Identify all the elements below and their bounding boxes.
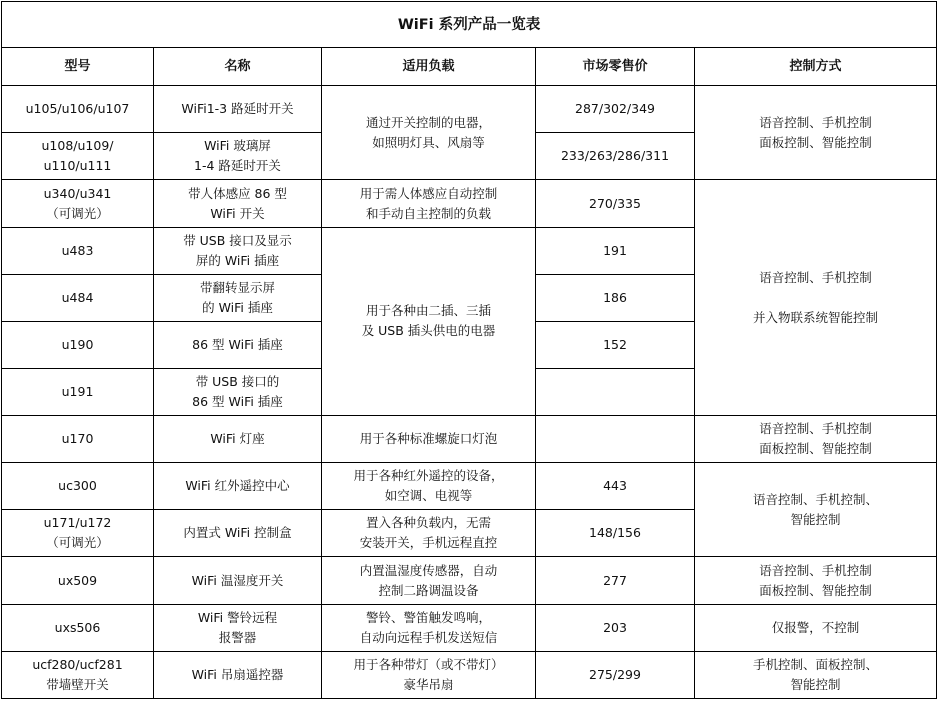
table-row <box>2 604 937 651</box>
name-cell: 86 型 WiFi 插座 <box>154 321 322 368</box>
load-cell: 置入各种负载内，无需 安装开关，手机远程直控 <box>322 510 536 557</box>
model-cell: u108/u109/ u110/u111 <box>2 133 154 180</box>
name-cell: WiFi 温湿度开关 <box>154 557 322 604</box>
load-cell: 用于各种由二插、三插 及 USB 插头供电的电器 <box>322 227 536 416</box>
header-name: 名称 <box>154 48 322 86</box>
price-cell <box>536 416 695 463</box>
model-cell: u340/u341 （可调光） <box>2 180 154 227</box>
price-cell: 148/156 <box>536 510 695 557</box>
control-cell: 语音控制、手机控制 面板控制、智能控制 <box>695 416 937 463</box>
control-cell: 手机控制、面板控制、 智能控制 <box>695 651 937 698</box>
price-cell: 270/335 <box>536 180 695 227</box>
load-cell: 通过开关控制的电器， 如照明灯具、风扇等 <box>322 86 536 180</box>
model-cell: u105/u106/u107 <box>2 86 154 133</box>
product-table <box>1 1 937 699</box>
price-cell: 233/263/286/311 <box>536 133 695 180</box>
table-row <box>2 651 937 698</box>
model-cell: u190 <box>2 321 154 368</box>
load-cell: 用于需人体感应自动控制 和手动自主控制的负载 <box>322 180 536 227</box>
price-cell: 152 <box>536 321 695 368</box>
table-title: WiFi 系列产品一览表 <box>2 2 937 48</box>
control-cell: 语音控制、手机控制 面板控制、智能控制 <box>695 557 937 604</box>
load-cell: 用于各种带灯（或不带灯） 豪华吊扇 <box>322 651 536 698</box>
control-cell: 语音控制、手机控制 面板控制、智能控制 <box>695 86 937 180</box>
table-row <box>2 180 937 227</box>
model-cell: ucf280/ucf281 带墙壁开关 <box>2 651 154 698</box>
price-cell: 287/302/349 <box>536 86 695 133</box>
price-cell: 191 <box>536 227 695 274</box>
table-row <box>2 86 937 133</box>
name-cell: WiFi 吊扇遥控器 <box>154 651 322 698</box>
model-cell: u484 <box>2 274 154 321</box>
name-cell: 内置式 WiFi 控制盒 <box>154 510 322 557</box>
model-cell: u171/u172 （可调光） <box>2 510 154 557</box>
name-cell: WiFi 红外遥控中心 <box>154 463 322 510</box>
name-cell: WiFi1-3 路延时开关 <box>154 86 322 133</box>
name-cell: WiFi 玻璃屏 1-4 路延时开关 <box>154 133 322 180</box>
price-cell: 277 <box>536 557 695 604</box>
model-cell: uxs506 <box>2 604 154 651</box>
load-cell: 用于各种红外遥控的设备， 如空调、电视等 <box>322 463 536 510</box>
header-control: 控制方式 <box>695 48 937 86</box>
price-cell: 443 <box>536 463 695 510</box>
table-row <box>2 416 937 463</box>
header-model: 型号 <box>2 48 154 86</box>
model-cell: u170 <box>2 416 154 463</box>
model-cell: uc300 <box>2 463 154 510</box>
header-load: 适用负载 <box>322 48 536 86</box>
model-cell: u483 <box>2 227 154 274</box>
name-cell: 带翻转显示屏 的 WiFi 插座 <box>154 274 322 321</box>
name-cell: 带 USB 接口及显示 屏的 WiFi 插座 <box>154 227 322 274</box>
header-price: 市场零售价 <box>536 48 695 86</box>
control-cell: 语音控制、手机控制、 智能控制 <box>695 463 937 557</box>
control-cell: 语音控制、手机控制 并入物联系统智能控制 <box>695 180 937 416</box>
model-cell: u191 <box>2 368 154 415</box>
price-cell: 275/299 <box>536 651 695 698</box>
load-cell: 用于各种标准螺旋口灯泡 <box>322 416 536 463</box>
table-row <box>2 557 937 604</box>
name-cell: WiFi 警铃远程 报警器 <box>154 604 322 651</box>
table-row <box>2 463 937 510</box>
name-cell: 带 USB 接口的 86 型 WiFi 插座 <box>154 368 322 415</box>
control-cell: 仅报警，不控制 <box>695 604 937 651</box>
price-cell <box>536 368 695 415</box>
name-cell: WiFi 灯座 <box>154 416 322 463</box>
price-cell: 186 <box>536 274 695 321</box>
load-cell: 内置温湿度传感器，自动 控制二路调温设备 <box>322 557 536 604</box>
load-cell: 警铃、警笛触发鸣响， 自动向远程手机发送短信 <box>322 604 536 651</box>
model-cell: ux509 <box>2 557 154 604</box>
price-cell: 203 <box>536 604 695 651</box>
name-cell: 带人体感应 86 型 WiFi 开关 <box>154 180 322 227</box>
